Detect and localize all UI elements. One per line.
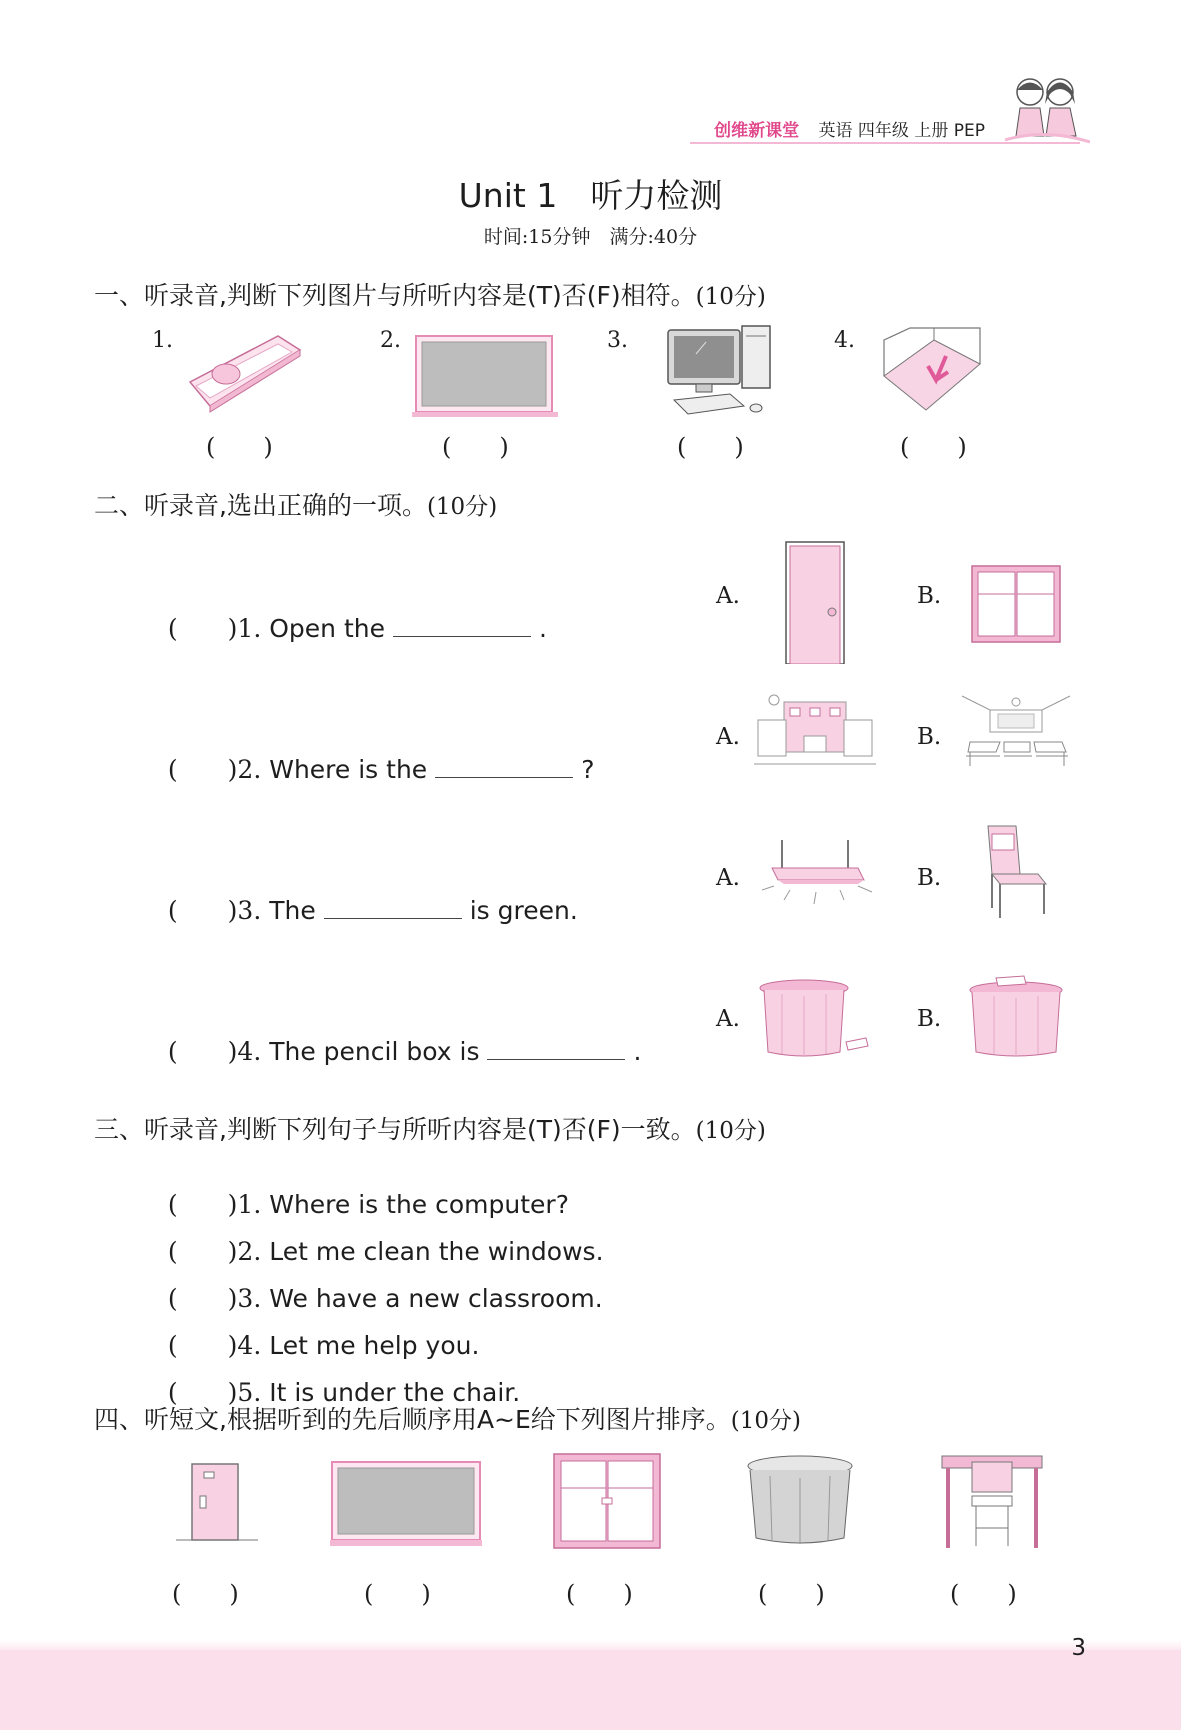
kids-mascot-icon	[1000, 70, 1090, 150]
p2-question-1	[152, 580, 547, 645]
p3-item-1-text: Where is the computer?	[269, 1190, 569, 1219]
desk-with-box-on-icon	[966, 974, 1066, 1060]
school-picture-icon	[754, 692, 876, 768]
p2-q4-option-a[interactable]: A.	[716, 1006, 740, 1032]
p2-q2-option-b[interactable]: B.	[917, 724, 942, 750]
time-and-score: 时间:15分钟 满分:40分	[483, 226, 698, 248]
p1-answer-2[interactable]: ( )	[442, 433, 509, 461]
p4-answer-1[interactable]: ( )	[172, 1580, 239, 1608]
p2-q3-paren[interactable]: ( )3.	[167, 896, 262, 925]
brand-name: 创维新课堂	[714, 121, 800, 141]
footer-band	[0, 1650, 1181, 1730]
p1-number-3: 3.	[607, 328, 628, 353]
p4-door-picture-icon	[176, 1460, 258, 1544]
p4-answer-3[interactable]: ( )	[566, 1580, 633, 1608]
p2-q3-option-a[interactable]: A.	[716, 865, 740, 891]
p2-q2-text: Where is the	[269, 755, 428, 784]
p2-q1-paren[interactable]: ( )1.	[167, 614, 262, 643]
p4-answer-4[interactable]: ( )	[758, 1580, 825, 1608]
p4-answer-2[interactable]: ( )	[364, 1580, 431, 1608]
p2-q4-paren[interactable]: ( )4.	[167, 1037, 262, 1066]
p4-blackboard-picture-icon	[330, 1460, 482, 1548]
chair-picture-icon	[980, 822, 1050, 922]
section-1-text: 一、听录音,判断下列图片与所听内容是(T)否(F)相符。	[94, 281, 696, 310]
p2-q1-option-a[interactable]: A.	[716, 583, 740, 609]
p2-q2-option-a[interactable]: A.	[716, 724, 740, 750]
p2-q4-text: The pencil box is	[269, 1037, 480, 1066]
p2-q1-after: .	[538, 614, 547, 643]
p2-q2-paren[interactable]: ( )2.	[167, 755, 262, 784]
p1-answer-3[interactable]: ( )	[677, 433, 744, 461]
p1-answer-4[interactable]: ( )	[900, 433, 967, 461]
p2-q1-option-b[interactable]: B.	[917, 583, 942, 609]
section-1-points: (10分)	[695, 284, 766, 310]
floor-picture-icon	[880, 326, 984, 412]
desk-with-box-under-icon	[758, 976, 870, 1060]
p1-number-1: 1.	[152, 328, 173, 353]
door-picture-icon	[784, 540, 846, 664]
p2-q1-text: Open the	[269, 614, 385, 643]
book-meta: 英语 四年级 上册 PEP	[818, 121, 985, 141]
p1-number-4: 4.	[834, 328, 855, 353]
section-1-heading	[94, 276, 766, 312]
p4-desk-gray-picture-icon	[744, 1454, 856, 1548]
p2-question-4	[152, 1003, 641, 1068]
light-picture-icon	[754, 838, 882, 912]
section-2-text: 二、听录音,选出正确的一项。	[94, 491, 427, 520]
p1-answer-1[interactable]: ( )	[206, 433, 273, 461]
p3-item-4-text: Let me help you.	[269, 1331, 480, 1360]
page-title: Unit 1 听力检测	[458, 176, 723, 215]
p2-q1-blank[interactable]	[393, 618, 531, 637]
p3-item-3-text: We have a new classroom.	[269, 1284, 603, 1313]
computer-picture-icon	[666, 324, 778, 418]
p4-answer-5[interactable]: ( )	[950, 1580, 1017, 1608]
pencil-box-picture-icon	[186, 330, 304, 414]
section-2-points: (10分)	[426, 494, 498, 520]
section-3-heading	[94, 1110, 766, 1146]
p1-number-2: 2.	[380, 328, 401, 353]
p3-item-3-paren[interactable]: ( )3.	[167, 1284, 262, 1313]
p2-q2-blank[interactable]	[435, 759, 573, 778]
section-3-points: (10分)	[695, 1118, 766, 1144]
window-picture-icon	[970, 564, 1062, 644]
p2-q3-after: is green.	[469, 896, 578, 925]
p3-item-2-paren[interactable]: ( )2.	[167, 1237, 262, 1266]
p2-q3-option-b[interactable]: B.	[917, 865, 942, 891]
p2-q3-blank[interactable]	[324, 900, 462, 919]
p3-item-5-paren[interactable]: ( )5.	[167, 1378, 262, 1407]
p2-question-2	[152, 721, 594, 786]
page-number: 3	[1071, 1635, 1086, 1661]
section-4-text: 四、听短文,根据听到的先后顺序用A~E给下列图片排序。	[94, 1405, 731, 1434]
p2-q4-blank[interactable]	[487, 1041, 625, 1060]
p3-item-2-text: Let me clean the windows.	[269, 1237, 604, 1266]
p3-item-1-paren[interactable]: ( )1.	[167, 1190, 262, 1219]
p2-q3-text: The	[269, 896, 316, 925]
section-2-heading	[94, 486, 497, 522]
section-4-points: (10分)	[730, 1408, 802, 1434]
p2-q4-option-b[interactable]: B.	[917, 1006, 942, 1032]
p2-q4-after: .	[633, 1037, 642, 1066]
p2-question-3	[152, 862, 578, 927]
p3-item-4-paren[interactable]: ( )4.	[167, 1331, 262, 1360]
p3-item-5-text: It is under the chair.	[269, 1378, 521, 1407]
p4-desk-and-chair-picture-icon	[938, 1452, 1046, 1552]
p4-window-picture-icon	[552, 1452, 662, 1550]
p2-q2-after: ?	[581, 755, 595, 784]
classroom-picture-icon	[960, 690, 1072, 768]
header	[714, 116, 985, 141]
blackboard-picture-icon	[412, 334, 558, 420]
section-4-heading	[94, 1400, 801, 1436]
section-3-text: 三、听录音,判断下列句子与所听内容是(T)否(F)一致。	[94, 1115, 696, 1144]
